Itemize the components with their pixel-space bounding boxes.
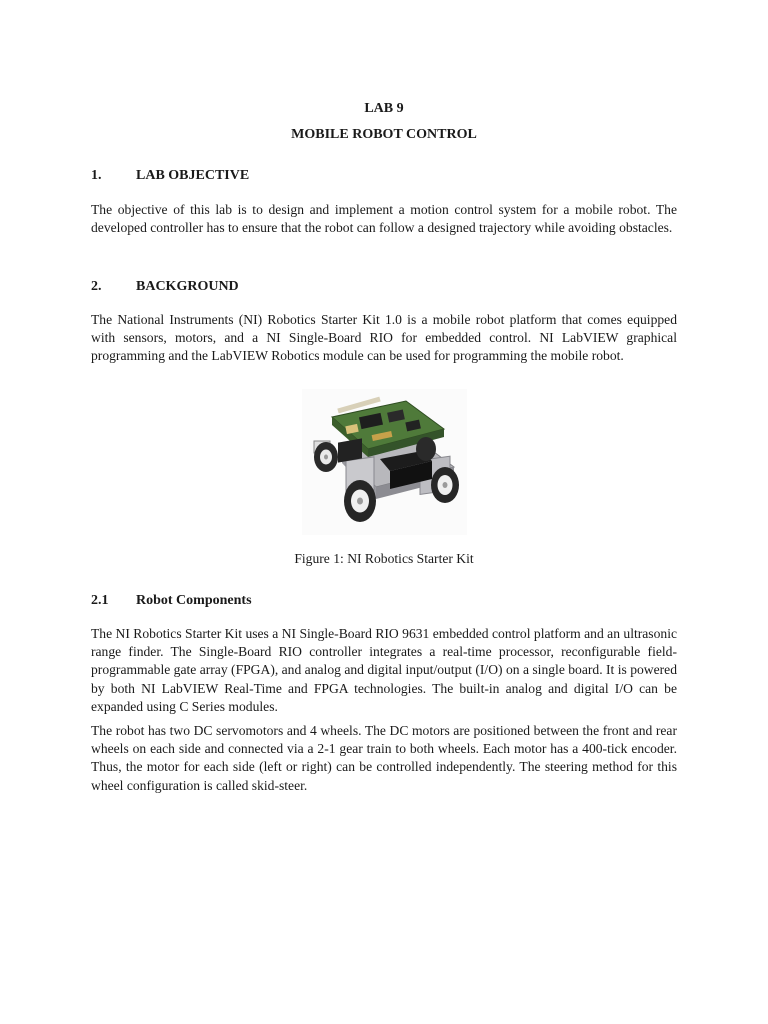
- section-1-title: LAB OBJECTIVE: [136, 168, 250, 183]
- section-1-heading: [91, 168, 249, 184]
- components-paragraph-1: The NI Robotics Starter Kit uses a NI Single-Board RIO 9631 embedded control platform and an ultrasonic range finder. The Single-Board RIO controller integrates a real-time processor, reconfigurable field-programmable gate array (FPGA), and analog and digital input/output (I/O) on a single board. It is powered by both NI LabVIEW Real-Time and FPGA technologies. The built-in analog and digital I/O can be expanded using C Series modules.: [91, 626, 677, 714]
- objective-paragraph: The objective of this lab is to design and implement a motion control system for a mobile robot. The developed controller has to ensure that the robot can follow a designed trajectory while avoiding obstacles.: [91, 202, 677, 236]
- section-2-1-number: 2.1: [91, 593, 109, 608]
- section-2-heading: [91, 279, 239, 295]
- section-2-1-title: Robot Components: [136, 593, 252, 608]
- robot-illustration: [302, 389, 467, 535]
- robot-figure: [302, 389, 467, 535]
- lab-title: LAB 9: [364, 101, 404, 116]
- background-paragraph: The National Instruments (NI) Robotics Starter Kit 1.0 is a mobile robot platform that comes equipped with sensors, motors, and a NI Single-Board RIO for embedded control. NI LabVIEW graphical programming and the LabVIEW Robotics module can be used for programming the mobile robot.: [91, 312, 677, 364]
- section-1-number: 1.: [91, 168, 102, 183]
- section-2-1-heading: [91, 593, 252, 609]
- components-paragraph-2: The robot has two DC servomotors and 4 wheels. The DC motors are positioned between the front and rear wheels on each side and connected via a 2-1 gear train to both wheels. Each motor has a 400-tick encoder. Thus, the motor for each side (left or right) can be controlled independently. The steering method for this wheel configuration is called skid-steer.: [91, 723, 677, 793]
- figure-caption: Figure 1: NI Robotics Starter Kit: [294, 551, 474, 566]
- section-2-title: BACKGROUND: [136, 279, 239, 294]
- lab-subtitle: MOBILE ROBOT CONTROL: [291, 127, 477, 142]
- section-2-number: 2.: [91, 279, 102, 294]
